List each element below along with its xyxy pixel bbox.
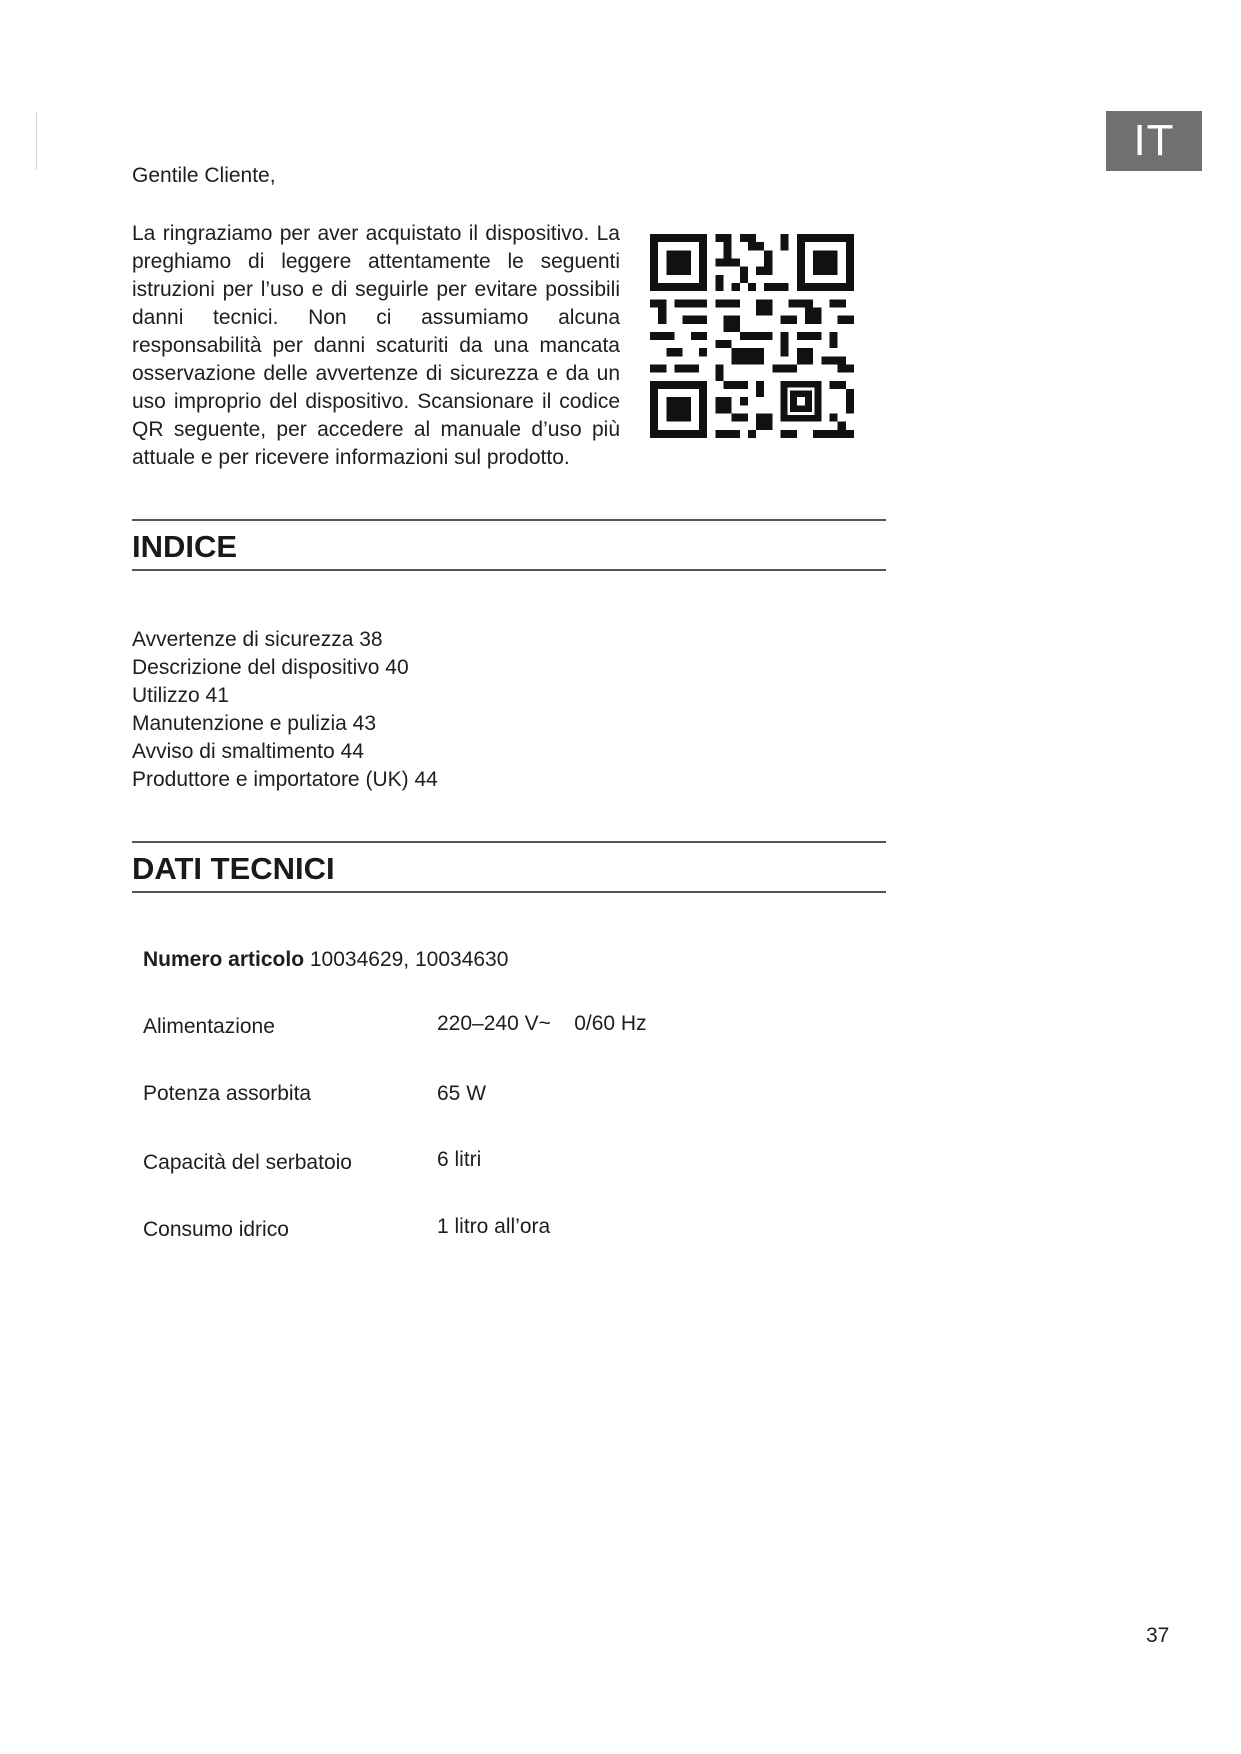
spec-value: 220–240 V~ 0/60 Hz	[437, 1012, 647, 1035]
toc-item[interactable]: Utilizzo 41	[132, 684, 229, 707]
spec-label: Alimentazione	[143, 1015, 275, 1038]
spec-value: 65 W	[437, 1082, 487, 1105]
toc-item[interactable]: Descrizione del dispositivo 40	[132, 656, 409, 679]
spec-value: 6 litri	[437, 1148, 482, 1171]
spec-label: Capacità del serbatoio	[143, 1151, 352, 1174]
qr-code-icon[interactable]	[650, 234, 854, 438]
article-number-label: Numero articolo	[143, 948, 305, 971]
toc-item[interactable]: Manutenzione e pulizia 43	[132, 712, 377, 735]
spec-label: Consumo idrico	[143, 1218, 289, 1241]
tech-data-heading: DATI TECNICI	[132, 841, 886, 893]
toc-item[interactable]: Avviso di smaltimento 44	[132, 740, 364, 763]
page-number: 37	[1146, 1624, 1170, 1647]
toc-item[interactable]: Avvertenze di sicurezza 38	[132, 628, 383, 651]
language-badge: IT	[1106, 111, 1202, 171]
spec-label: Potenza assorbita	[143, 1082, 312, 1105]
table-of-contents	[132, 626, 438, 794]
article-number	[143, 948, 508, 972]
article-number-value: 10034629, 10034630	[309, 948, 509, 971]
spec-value: 1 litro all’ora	[437, 1215, 551, 1238]
index-heading: INDICE	[132, 519, 886, 571]
greeting: Gentile Cliente,	[132, 164, 276, 187]
margin-rule	[36, 112, 37, 170]
intro-paragraph: La ringraziamo per aver acquistato il dispositivo. La preghiamo di leggere attentamente le seguenti istruzioni per l’uso e di seguirle per evitare possibili danni tecnici. Non ci assumiamo alcuna responsabilità per danni scaturiti da una mancata osservazione delle avvertenze di sicurezza e da un uso improprio del dispositivo. Scansionare il codice QR seguente, per accedere al manuale d’uso più attuale e per ricevere informazioni sul prodotto.	[132, 222, 620, 469]
toc-item[interactable]: Produttore e importatore (UK) 44	[132, 768, 438, 791]
